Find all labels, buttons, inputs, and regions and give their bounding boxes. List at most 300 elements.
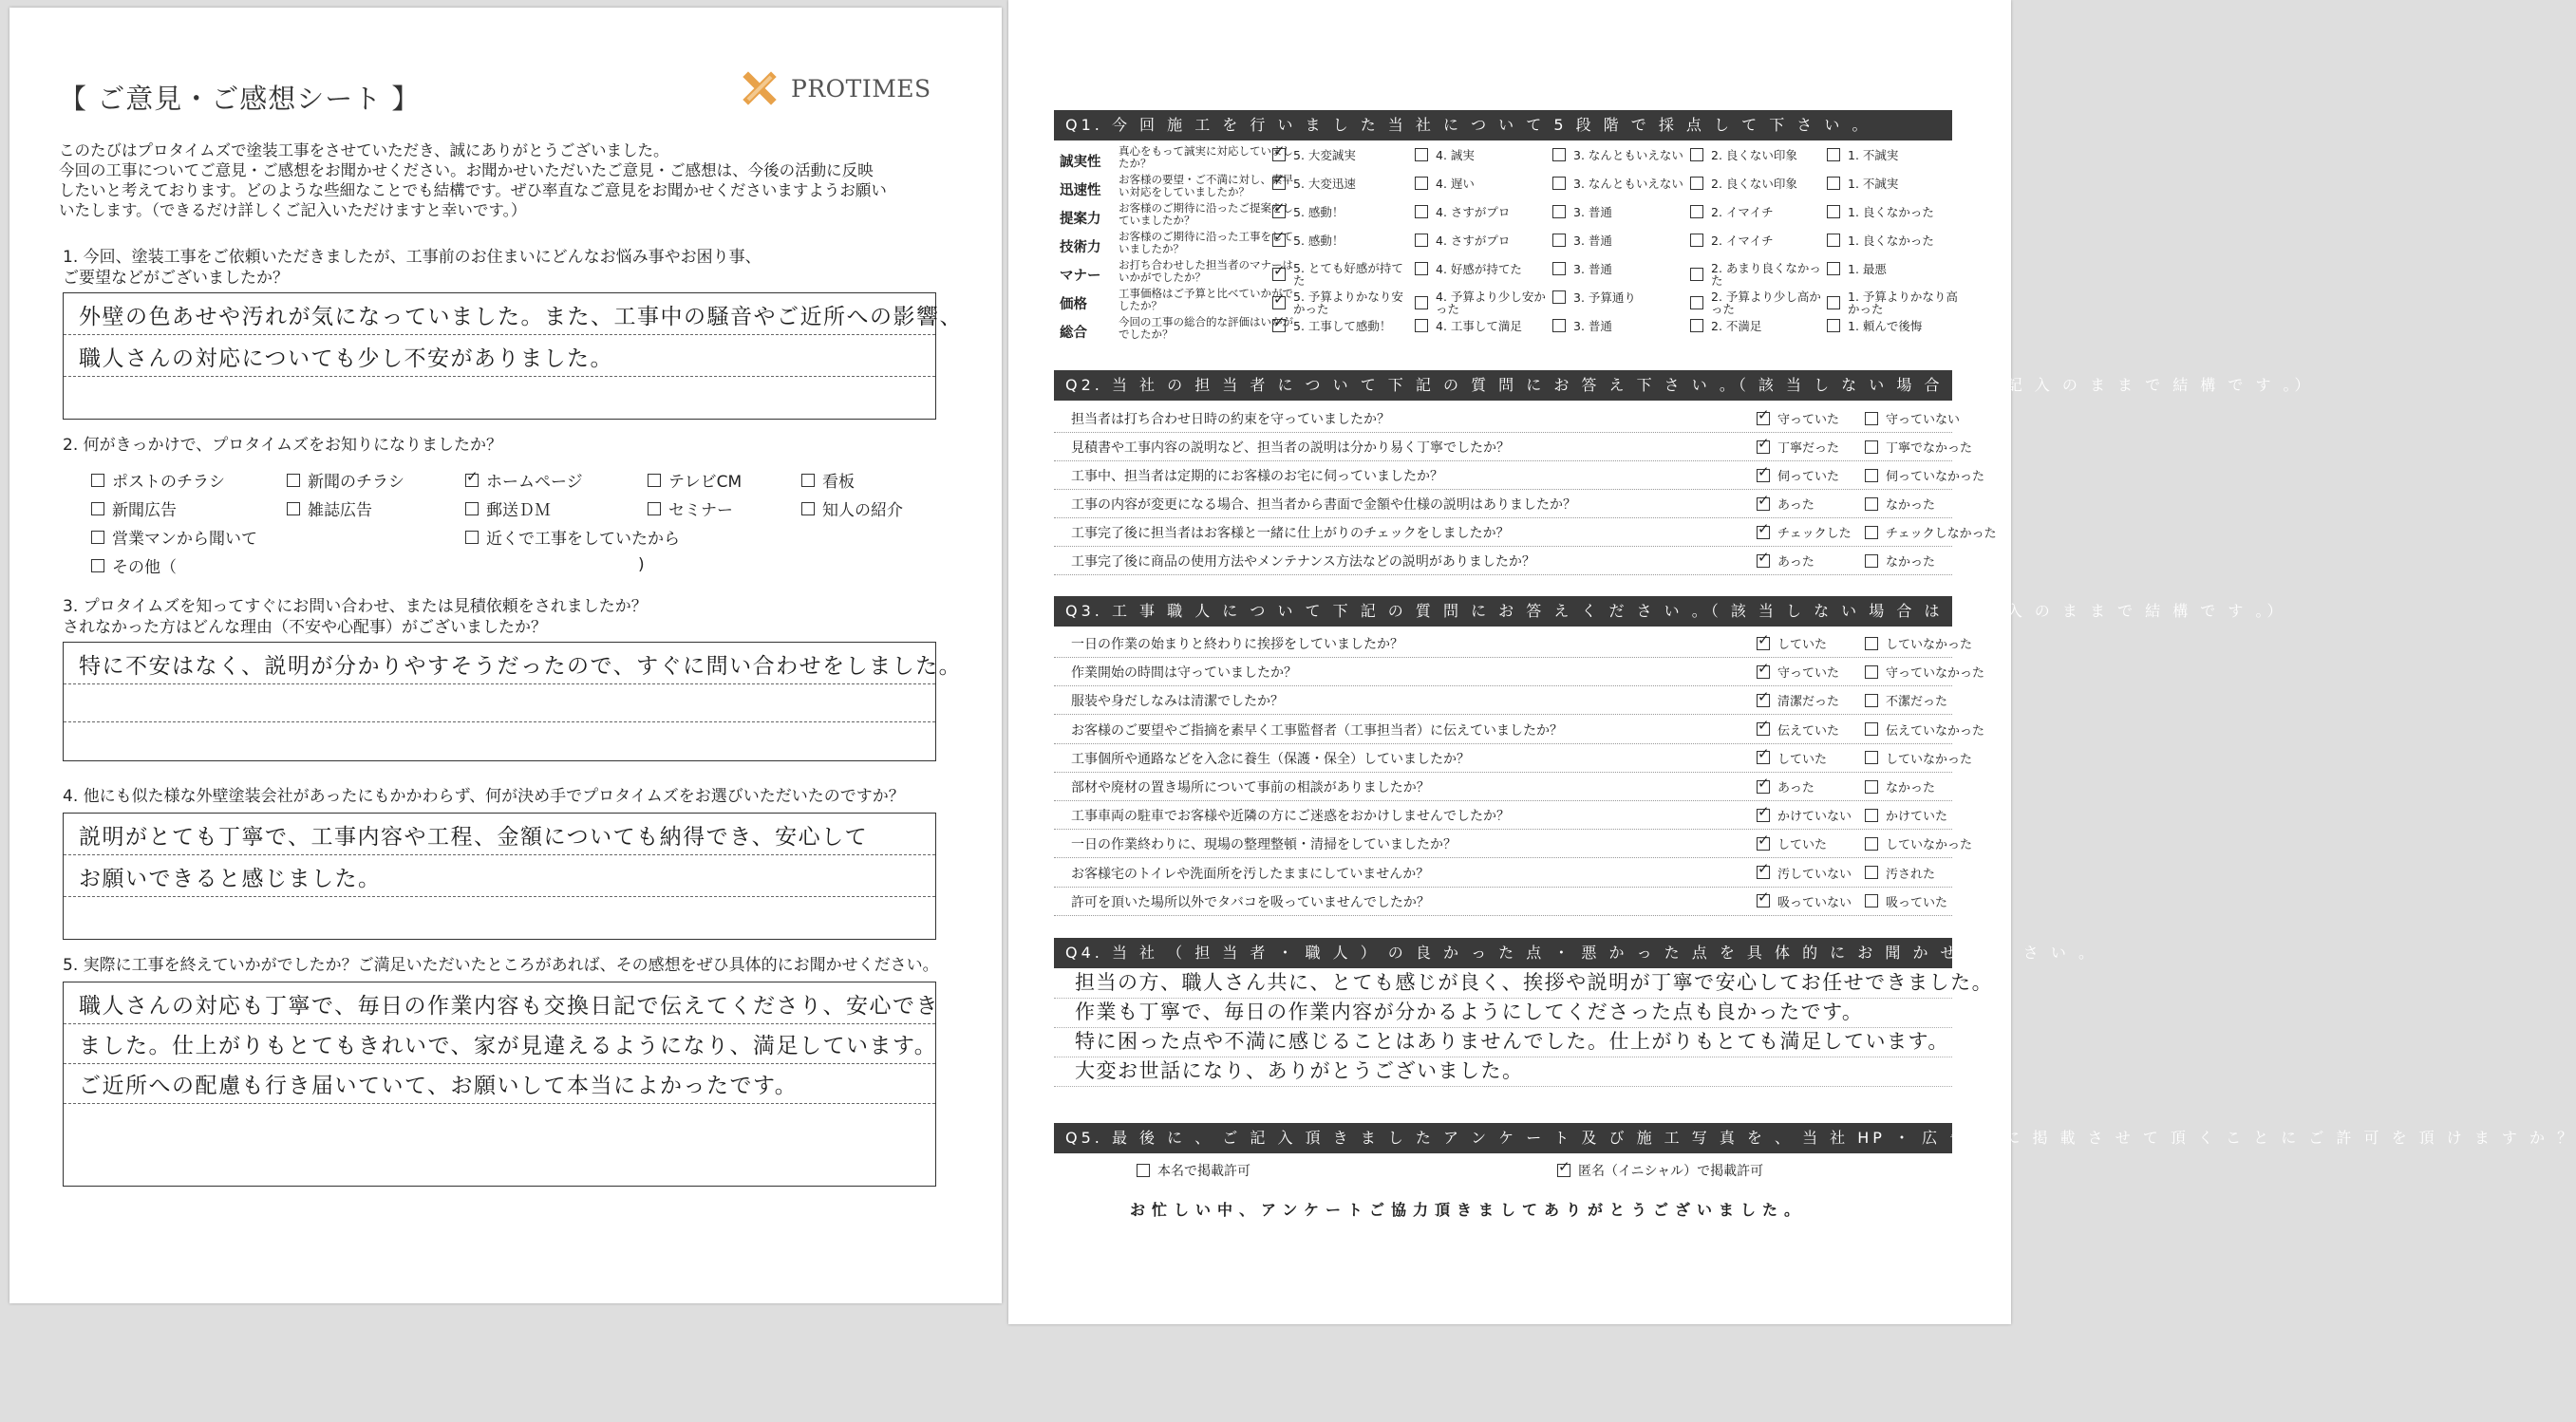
checkbox[interactable] — [648, 474, 661, 487]
answer-label: 丁寧だった — [1777, 441, 1840, 456]
answer-label: あった — [1777, 781, 1814, 795]
option-post-flyer[interactable] — [91, 468, 225, 492]
answer-box-1[interactable] — [63, 292, 963, 420]
checkbox-checked[interactable] — [1757, 440, 1770, 454]
checkbox[interactable] — [1415, 262, 1428, 275]
rating-choice[interactable] — [1415, 234, 1548, 247]
option-other[interactable] — [91, 553, 177, 577]
checkbox[interactable] — [1827, 205, 1840, 218]
handwriting: 外壁の色あせや汚れが気になっていました。また、工事中の騒音やご近所への影響、 — [79, 305, 963, 329]
question-3: 3. プロタイムズを知ってすぐにお問い合わせ、または見積依頼をされましたか？ されなかった方はどんな理由（不安や心配事）がございましたか？ — [63, 597, 648, 637]
answer-no[interactable] — [1865, 806, 1947, 824]
rating-choice[interactable] — [1827, 262, 1960, 275]
option-label: 看板 — [822, 473, 855, 492]
rating-choice[interactable] — [1272, 262, 1405, 287]
close-paren: ) — [638, 555, 645, 574]
answer-label: していた — [1777, 838, 1828, 853]
choice-label: 3. 予算通り — [1573, 290, 1636, 305]
option-label: ポストのチラシ — [112, 473, 225, 492]
option-label: 郵送ＤＭ — [486, 501, 551, 520]
answer-no[interactable] — [1865, 523, 1997, 541]
choice-label: 4. 誠実 — [1436, 147, 1475, 162]
checkbox[interactable] — [1865, 780, 1878, 794]
rating-choice[interactable] — [1690, 319, 1823, 332]
survey-row — [1054, 887, 1952, 916]
answer-line — [64, 1104, 935, 1144]
option-label: 新聞のチラシ — [308, 473, 404, 492]
checkbox[interactable] — [465, 531, 479, 544]
checkbox[interactable] — [1690, 296, 1703, 309]
option-label: 近くで工事をしていたから — [486, 530, 680, 549]
checkbox-checked[interactable] — [1272, 234, 1286, 247]
checkbox-checked[interactable] — [1272, 148, 1286, 161]
answer-yes[interactable] — [1757, 552, 1814, 570]
answer-label: なかった — [1886, 498, 1936, 513]
choice-label: 3. 普通 — [1573, 318, 1612, 333]
option-magazine-ad[interactable] — [287, 496, 372, 520]
answer-line — [64, 814, 935, 855]
checkbox-checked[interactable] — [1272, 296, 1286, 309]
answer-label: かけていない — [1777, 810, 1852, 825]
choice-label: 5. 感動！ — [1293, 233, 1344, 248]
answer-yes[interactable] — [1757, 777, 1814, 795]
rating-choice[interactable] — [1690, 205, 1823, 218]
checkbox-checked[interactable] — [1757, 694, 1770, 707]
handwriting: 説明がとても丁寧で、工事内容や工程、金額についても納得でき、安心して — [79, 825, 869, 850]
checkbox[interactable] — [1415, 234, 1428, 247]
checkbox-checked[interactable] — [1757, 780, 1770, 794]
answer-label: 汚していない — [1777, 867, 1852, 882]
left-sheet — [9, 8, 1002, 1303]
answer-yes[interactable] — [1757, 409, 1839, 427]
checkbox[interactable] — [1415, 205, 1428, 218]
answer-label: していなかった — [1886, 638, 1973, 652]
q1-header: Q1. 今 回 施 工 を 行 い ま し た 当 社 に つ い て 5 段 階 で 採 点 し て 下 さ い 。 — [1054, 110, 1952, 140]
checkbox[interactable] — [1827, 296, 1840, 309]
handwriting: お願いできると感じました。 — [79, 867, 382, 891]
checkbox[interactable] — [801, 474, 815, 487]
answer-no[interactable] — [1865, 552, 1935, 570]
rating-category: 技術力 — [1060, 240, 1101, 255]
answer-no[interactable] — [1865, 892, 1947, 910]
handwriting: 特に困った点や不満に感じることはありませんでした。仕上がりもとても満足しています。 — [1075, 1030, 1949, 1053]
survey-question: 工事個所や通路などを入念に養生（保護・保全）していましたか？ — [1071, 751, 1470, 767]
checkbox[interactable] — [1690, 319, 1703, 332]
checkbox[interactable] — [91, 474, 104, 487]
survey-question: 一日の作業終わりに、現場の整理整頓・清掃をしていましたか？ — [1071, 837, 1457, 853]
checkbox-checked[interactable] — [1757, 894, 1770, 907]
rating-choice[interactable] — [1690, 177, 1823, 190]
checkbox[interactable] — [1827, 319, 1840, 332]
checkbox[interactable] — [1865, 440, 1878, 454]
q3-header: Q3. 工 事 職 人 に つ い て 下 記 の 質 問 に お 答 え く だ さ い 。（ 該 当 し な い 場 合 は 未 記 入 の ま ま で 結 構 で す 。） — [1054, 596, 1952, 627]
rating-category: 価格 — [1060, 297, 1087, 312]
handwriting: 大変お世話になり、ありがとうございました。 — [1075, 1059, 1524, 1082]
answer-line — [64, 1064, 935, 1104]
checkbox[interactable] — [1552, 290, 1566, 304]
checkbox[interactable] — [1865, 866, 1878, 879]
survey-row — [1054, 460, 1985, 490]
rating-choice[interactable] — [1272, 290, 1405, 315]
checkbox[interactable] — [287, 474, 300, 487]
option-real-name[interactable] — [1137, 1161, 1250, 1180]
checkbox[interactable] — [648, 502, 661, 515]
choice-label: 2. あまり良くなかった — [1711, 261, 1821, 288]
checkbox-checked[interactable] — [1757, 837, 1770, 851]
option-homepage[interactable] — [465, 468, 583, 492]
answer-yes[interactable] — [1757, 438, 1839, 456]
rating-choice[interactable] — [1415, 205, 1548, 218]
checkbox[interactable] — [1415, 148, 1428, 161]
thanks-message: お忙しい中、アンケートご協力頂きましてありがとうございました。 — [1130, 1201, 1807, 1219]
survey-row — [1054, 403, 1961, 433]
survey-row — [1054, 628, 1973, 658]
rating-choice[interactable] — [1272, 319, 1405, 332]
answer-yes[interactable] — [1757, 892, 1852, 910]
answer-label: 不潔だった — [1886, 695, 1948, 710]
rating-question: お客様のご期待に沿った工事をしていましたか？ — [1119, 230, 1293, 255]
answer-box-3[interactable] — [63, 642, 963, 761]
checkbox-checked[interactable] — [465, 474, 479, 487]
q4-answer-box[interactable] — [1054, 969, 1994, 1108]
checkbox[interactable] — [1690, 177, 1703, 190]
checkbox[interactable] — [1827, 148, 1840, 161]
checkbox-checked[interactable] — [1272, 319, 1286, 332]
rating-choice[interactable] — [1552, 148, 1685, 161]
checkbox[interactable] — [1827, 234, 1840, 247]
answer-line — [64, 335, 935, 377]
checkbox[interactable] — [1552, 234, 1566, 247]
rating-row — [1054, 201, 1952, 230]
checkbox-checked[interactable] — [1272, 205, 1286, 218]
checkbox[interactable] — [801, 502, 815, 515]
checkbox-checked[interactable] — [1757, 751, 1770, 764]
rating-choice[interactable] — [1552, 205, 1685, 218]
rating-choice[interactable] — [1415, 319, 1548, 332]
rating-choice[interactable] — [1415, 148, 1548, 161]
choice-label: 3. なんともいえない — [1573, 176, 1683, 191]
checkbox[interactable] — [1865, 837, 1878, 851]
answer-label: あった — [1777, 498, 1814, 513]
checkbox[interactable] — [1865, 497, 1878, 511]
checkbox-checked[interactable] — [1757, 637, 1770, 650]
option-label: 本名で掲載許可 — [1157, 1164, 1250, 1179]
rating-choice[interactable] — [1272, 177, 1405, 190]
rating-choice[interactable] — [1552, 319, 1685, 332]
checkbox-checked[interactable] — [1757, 497, 1770, 511]
rating-choice[interactable] — [1827, 205, 1960, 218]
survey-question: 工事の内容が変更になる場合、担当者から書面で金額や仕様の説明はありましたか？ — [1071, 497, 1576, 513]
rating-row — [1054, 173, 1952, 201]
survey-row — [1054, 829, 1973, 858]
rating-choice[interactable] — [1272, 148, 1405, 161]
rating-choice[interactable] — [1827, 234, 1960, 247]
choice-label: 4. 好感が持てた — [1436, 261, 1522, 276]
checkbox[interactable] — [1415, 296, 1428, 309]
choice-label: 5. 感動！ — [1293, 204, 1344, 219]
checkbox[interactable] — [91, 502, 104, 515]
checkbox-checked[interactable] — [1757, 866, 1770, 879]
choice-label: 1. 不誠実 — [1848, 147, 1899, 162]
answer-label: 守っていなかった — [1886, 666, 1985, 682]
option-signboard[interactable] — [801, 468, 855, 492]
survey-row — [1054, 517, 1997, 547]
checkbox-checked[interactable] — [1757, 526, 1770, 539]
checkbox[interactable] — [1552, 205, 1566, 218]
answer-label: あった — [1777, 555, 1814, 570]
answer-no[interactable] — [1865, 691, 1947, 709]
answer-no[interactable] — [1865, 834, 1972, 852]
checkbox[interactable] — [1865, 469, 1878, 482]
option-referral[interactable] — [801, 496, 903, 520]
rating-choice[interactable] — [1415, 262, 1548, 275]
answer-no[interactable] — [1865, 864, 1935, 882]
choice-label: 2. イマイチ — [1711, 233, 1774, 248]
survey-row — [1054, 858, 1952, 888]
question-5: 5. 実際に工事を終えていかがでしたか？ご満足いただいたところがあれば、その感想をぜひ具体的にお聞かせください。 — [63, 956, 939, 975]
choice-label: 5. 予算よりかなり安かった — [1293, 290, 1403, 316]
survey-question: 許可を頂いた場所以外でタバコを吸っていませんでしたか？ — [1071, 894, 1430, 910]
answer-line — [1054, 1028, 1952, 1057]
answer-label: チェックしなかった — [1886, 527, 1997, 541]
handwriting: ました。仕上がりもとてもきれいで、家が見違えるようになり、満足しています。 — [79, 1034, 938, 1058]
choice-label: 3. 普通 — [1573, 204, 1612, 219]
option-seminar[interactable] — [648, 496, 733, 520]
answer-label: チェックした — [1777, 527, 1852, 541]
answer-yes[interactable] — [1757, 749, 1827, 767]
rating-choice[interactable] — [1552, 234, 1685, 247]
choice-label: 1. 頼んで後悔 — [1848, 318, 1923, 333]
checkbox[interactable] — [1865, 526, 1878, 539]
choice-label: 4. 工事して満足 — [1436, 318, 1522, 333]
answer-yes[interactable] — [1757, 523, 1852, 541]
choice-label: 3. なんともいえない — [1573, 147, 1683, 162]
rating-choice[interactable] — [1690, 148, 1823, 161]
answer-line — [64, 897, 935, 939]
answer-label: 汚された — [1886, 867, 1936, 882]
answer-no[interactable] — [1865, 634, 1972, 652]
answer-label: 伺っていた — [1777, 470, 1840, 484]
question-2: 2. 何がきっかけで、プロタイムズをお知りになりましたか？ — [63, 436, 502, 455]
checkbox[interactable] — [91, 531, 104, 544]
answer-label: 吸っていた — [1886, 895, 1948, 910]
answer-label: 守っていた — [1777, 666, 1840, 682]
checkbox[interactable] — [1690, 234, 1703, 247]
checkbox[interactable] — [1865, 894, 1878, 907]
answer-box-4[interactable] — [63, 813, 936, 940]
answer-yes[interactable] — [1757, 864, 1852, 882]
rating-question: 今回の工事の総合的な評価はいかがでしたか？ — [1119, 315, 1293, 341]
answer-yes[interactable] — [1757, 663, 1839, 681]
answer-line — [64, 293, 963, 335]
answer-no[interactable] — [1865, 466, 1984, 484]
survey-question: 服装や身だしなみは清潔でしたか？ — [1071, 694, 1284, 710]
checkbox[interactable] — [1137, 1164, 1150, 1177]
choice-label: 1. 良くなかった — [1848, 233, 1934, 248]
handwriting: 職人さんの対応も丁寧で、毎日の作業内容も交換日記で伝えてくださり、安心でき — [79, 994, 940, 1019]
checkbox[interactable] — [1865, 694, 1878, 707]
answer-label: なかった — [1886, 555, 1936, 570]
checkbox-checked[interactable] — [1757, 722, 1770, 736]
rating-choice[interactable] — [1827, 177, 1960, 190]
rating-choice[interactable] — [1690, 262, 1823, 287]
answer-label: していなかった — [1886, 752, 1973, 767]
choice-label: 4. 予算より少し安かった — [1436, 290, 1546, 316]
checkbox[interactable] — [1865, 665, 1878, 679]
answer-line — [64, 982, 940, 1024]
q5-header: Q5. 最 後 に 、 ご 記 入 頂 き ま し た ア ン ケ ー ト 及 び 施 工 写 真 を 、 当 社 HP ・ 広 告 等 に 掲 載 さ せ て 頂 く こ と に ご 許 可 を 頂 け ま す か ？ — [1054, 1123, 1952, 1153]
option-sales-rep[interactable] — [91, 525, 257, 549]
checkbox[interactable] — [1552, 148, 1566, 161]
answer-no[interactable] — [1865, 663, 1984, 681]
option-newspaper-flyer[interactable] — [287, 468, 404, 492]
choice-label: 3. 普通 — [1573, 233, 1612, 248]
answer-yes[interactable] — [1757, 495, 1814, 513]
checkbox[interactable] — [1552, 177, 1566, 190]
choice-label: 1. 最悪 — [1848, 261, 1887, 276]
rating-choice[interactable] — [1827, 290, 1960, 315]
option-newspaper-ad[interactable] — [91, 496, 177, 520]
answer-label: 伺っていなかった — [1886, 470, 1985, 484]
survey-row — [1054, 800, 1952, 830]
answer-label: なかった — [1886, 781, 1936, 795]
checkbox[interactable] — [1690, 268, 1703, 281]
checkbox-checked[interactable] — [1757, 665, 1770, 679]
choice-label: 2. 不満足 — [1711, 318, 1762, 333]
option-label: 雑誌広告 — [308, 501, 372, 520]
answer-no[interactable] — [1865, 720, 1984, 739]
checkbox[interactable] — [1690, 205, 1703, 218]
rating-choice[interactable] — [1552, 290, 1685, 304]
checkbox[interactable] — [1865, 751, 1878, 764]
checkbox-checked[interactable] — [1272, 177, 1286, 190]
checkbox[interactable] — [1865, 637, 1878, 650]
option-label: その他（ — [112, 558, 177, 577]
rating-category: 総合 — [1060, 326, 1087, 341]
answer-box-5[interactable] — [63, 982, 940, 1187]
rating-choice[interactable] — [1272, 205, 1405, 218]
answer-label: 吸っていない — [1777, 895, 1852, 910]
answer-label: 丁寧でなかった — [1886, 441, 1973, 456]
answer-label: 伝えていなかった — [1886, 723, 1985, 739]
checkbox[interactable] — [1865, 809, 1878, 822]
checkbox-checked[interactable] — [1757, 469, 1770, 482]
rating-choice[interactable] — [1415, 290, 1548, 315]
survey-question: 見積書や工事内容の説明など、担当者の説明は分かり易く丁寧でしたか？ — [1071, 440, 1510, 456]
answer-no[interactable] — [1865, 495, 1935, 513]
answer-yes[interactable] — [1757, 834, 1827, 852]
checkbox-checked[interactable] — [1757, 412, 1770, 425]
checkbox[interactable] — [91, 559, 104, 572]
option-nearby-work[interactable] — [465, 525, 680, 549]
survey-row — [1054, 685, 1952, 715]
sheet-title: 【 ご意見・ご感想シート 】 — [59, 83, 421, 115]
answer-yes[interactable] — [1757, 466, 1839, 484]
rating-choice[interactable] — [1827, 319, 1960, 332]
checkbox[interactable] — [1690, 148, 1703, 161]
rating-choice[interactable] — [1552, 262, 1685, 275]
rating-category: 提案力 — [1060, 212, 1101, 227]
checkbox[interactable] — [1415, 177, 1428, 190]
answer-no[interactable] — [1865, 409, 1960, 427]
rating-question: 工事価格はご予算と比べていかがでしたか？ — [1119, 287, 1293, 312]
survey-row — [1054, 657, 1985, 686]
checkbox-checked[interactable] — [1757, 554, 1770, 568]
checkbox-checked[interactable] — [1757, 809, 1770, 822]
option-tv-cm[interactable] — [648, 468, 742, 492]
checkbox-checked[interactable] — [1557, 1164, 1570, 1177]
checkbox[interactable] — [1865, 554, 1878, 568]
answer-no[interactable] — [1865, 749, 1972, 767]
rating-category: 迅速性 — [1060, 183, 1101, 198]
choice-label: 2. 良くない印象 — [1711, 147, 1797, 162]
rating-row — [1054, 287, 1958, 316]
question-1: 1. 今回、塗装工事をご依頼いただきましたが、工事前のお住まいにどんなお悩み事やお困り事、 ご要望などがございましたか？ — [63, 248, 762, 288]
answer-yes[interactable] — [1757, 634, 1827, 652]
handwriting: 特に不安はなく、説明が分かりやすそうだったので、すぐに問い合わせをしました。 — [79, 654, 963, 679]
checkbox[interactable] — [1865, 412, 1878, 425]
checkbox[interactable] — [1552, 319, 1566, 332]
choice-label: 1. 予算よりかなり高かった — [1848, 290, 1958, 316]
rating-choice[interactable] — [1415, 177, 1548, 190]
rating-question: お客様のご期待に沿ったご提案をしていましたか？ — [1119, 201, 1293, 227]
answer-no[interactable] — [1865, 777, 1935, 795]
checkbox-checked[interactable] — [1272, 268, 1286, 281]
survey-question: 一日の作業の始まりと終わりに挨拶をしていましたか？ — [1071, 637, 1403, 652]
answer-yes[interactable] — [1757, 720, 1839, 739]
survey-question: お客様宅のトイレや洗面所を汚したままにしていませんか？ — [1071, 866, 1430, 882]
survey-row — [1054, 432, 1973, 461]
answer-line — [1054, 999, 1952, 1028]
answer-label: していた — [1777, 752, 1828, 767]
checkbox[interactable] — [1415, 319, 1428, 332]
rating-choice[interactable] — [1552, 177, 1685, 190]
answer-line — [64, 377, 935, 419]
rating-row — [1054, 144, 1952, 173]
checkbox[interactable] — [1552, 262, 1566, 275]
answer-yes[interactable] — [1757, 691, 1839, 709]
checkbox[interactable] — [1827, 177, 1840, 190]
rating-choice[interactable] — [1827, 148, 1960, 161]
rating-row — [1054, 230, 1952, 258]
rating-choice[interactable] — [1690, 290, 1823, 315]
option-label: 新聞広告 — [112, 501, 177, 520]
option-anonymous[interactable] — [1557, 1161, 1763, 1180]
answer-line — [64, 684, 935, 722]
answer-line — [1054, 969, 1994, 999]
checkbox[interactable] — [465, 502, 479, 515]
rating-category: 誠実性 — [1060, 155, 1101, 170]
choice-label: 4. 遅い — [1436, 176, 1475, 191]
rating-choice[interactable] — [1690, 234, 1823, 247]
protimes-logo — [738, 66, 931, 110]
rating-choice[interactable] — [1272, 234, 1405, 247]
checkbox[interactable] — [1865, 722, 1878, 736]
answer-line — [64, 643, 963, 684]
checkbox[interactable] — [1827, 262, 1840, 275]
answer-label: していなかった — [1886, 838, 1973, 853]
choice-label: 1. 良くなかった — [1848, 204, 1934, 219]
intro-text: このたびはプロタイムズで塗装工事をさせていただき、誠にありがとうございました。 今回の工事についてご意見・ご感想をお聞かせください。お聞かせいただいたご意見・ご感想は、今後の活動に反映 したいと考えております。どのような些細なことでも結構です。ぜひ率直なご意見をお聞かせくださいますようお願い いたします。（できるだけ詳しくご記入いただけますと幸いです。） — [59, 141, 887, 219]
q4-header: Q4. 当 社 （ 担 当 者 ・ 職 人 ） の 良 か っ た 点 ・ 悪 か っ た 点 を 具 体 的 に お 聞 か せ く だ さ い 。 — [1054, 938, 1952, 968]
checkbox[interactable] — [287, 502, 300, 515]
answer-no[interactable] — [1865, 438, 1972, 456]
option-mail-dm[interactable] — [465, 496, 551, 520]
answer-yes[interactable] — [1757, 806, 1852, 824]
answer-label: 伝えていた — [1777, 723, 1840, 739]
rating-question: お客様の要望・ご不満に対し、素早い対応をしていましたか？ — [1119, 173, 1293, 198]
survey-row — [1054, 772, 1952, 801]
